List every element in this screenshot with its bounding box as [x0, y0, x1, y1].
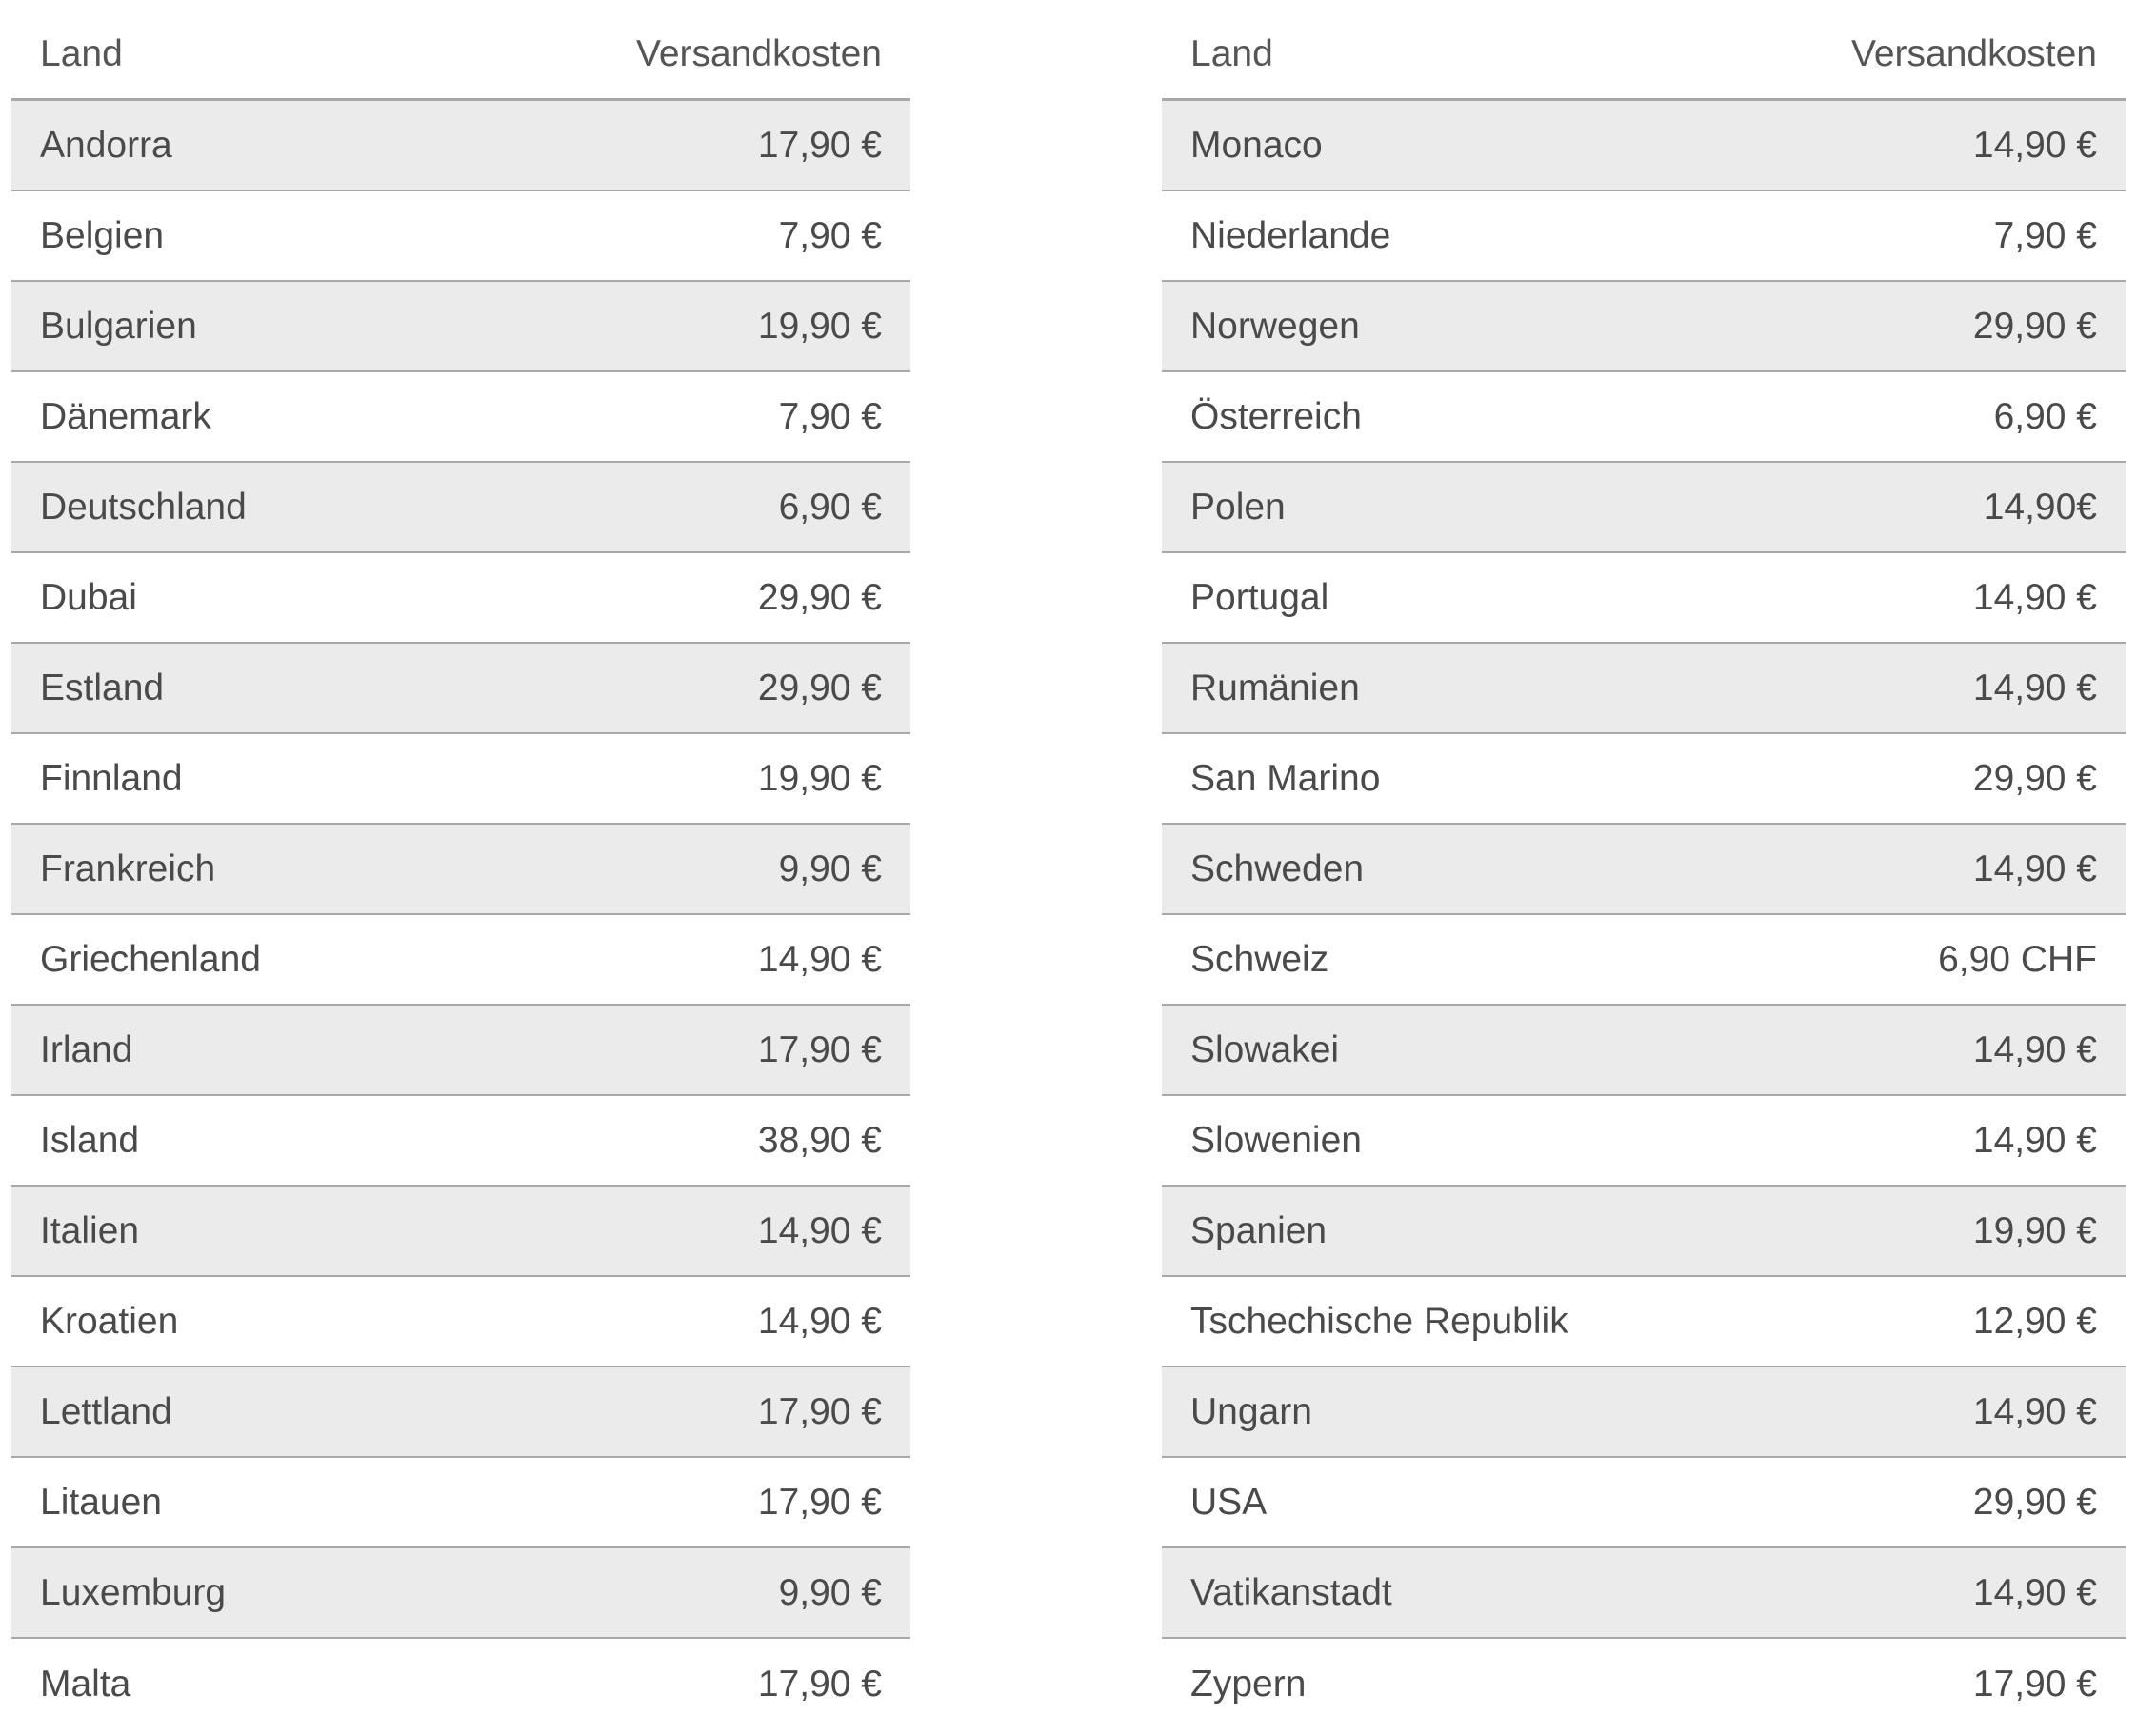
table-row — [1162, 1548, 2126, 1639]
country-cell: Deutschland — [40, 486, 247, 528]
country-cell: Slowakei — [1190, 1028, 1340, 1070]
table-row — [1162, 282, 2126, 372]
country-cell: Bulgarien — [40, 305, 197, 347]
cost-cell: 9,90 € — [778, 1571, 882, 1613]
country-cell: Andorra — [40, 124, 172, 166]
table-row — [11, 1277, 910, 1367]
table-row — [11, 644, 910, 734]
table-body — [11, 101, 910, 1729]
table-row — [1162, 101, 2126, 191]
country-cell: Monaco — [1190, 124, 1323, 166]
country-cell: Estland — [40, 667, 165, 708]
table-row — [11, 1458, 910, 1548]
country-cell: Irland — [40, 1028, 133, 1070]
cost-cell: 14,90 € — [1972, 1390, 2097, 1432]
table-row — [11, 915, 910, 1006]
cost-cell: 14,90 € — [757, 1209, 882, 1251]
table-row — [1162, 734, 2126, 825]
country-cell: Slowenien — [1190, 1119, 1362, 1161]
header-country: Land — [1190, 32, 1273, 74]
table-row — [11, 825, 910, 915]
country-cell: Österreich — [1190, 395, 1362, 437]
table-row — [11, 1187, 910, 1277]
cost-cell: 19,90 € — [1972, 1209, 2097, 1251]
country-cell: San Marino — [1190, 757, 1381, 799]
country-cell: Niederlande — [1190, 214, 1391, 256]
table-row — [11, 463, 910, 553]
country-cell: Finnland — [40, 757, 183, 799]
country-cell: Zypern — [1190, 1663, 1307, 1705]
table-row — [11, 734, 910, 825]
table-row — [11, 191, 910, 282]
table-row — [1162, 463, 2126, 553]
country-cell: Polen — [1190, 486, 1286, 528]
cost-cell: 12,90 € — [1972, 1300, 2097, 1342]
cost-cell: 14,90 € — [1972, 667, 2097, 708]
country-cell: Portugal — [1190, 576, 1329, 618]
cost-cell: 17,90 € — [757, 124, 882, 166]
country-cell: Norwegen — [1190, 305, 1360, 347]
header-country: Land — [40, 32, 123, 74]
cost-cell: 29,90 € — [757, 576, 882, 618]
country-cell: Ungarn — [1190, 1390, 1312, 1432]
cost-cell: 14,90 € — [1972, 848, 2097, 889]
cost-cell: 7,90 € — [778, 395, 882, 437]
cost-cell: 17,90 € — [1972, 1663, 2097, 1705]
country-cell: Luxemburg — [40, 1571, 227, 1613]
cost-cell: 29,90 € — [1972, 757, 2097, 799]
table-row — [1162, 191, 2126, 282]
country-cell: Kroatien — [40, 1300, 179, 1342]
cost-cell: 7,90 € — [778, 214, 882, 256]
country-cell: Dubai — [40, 576, 137, 618]
country-cell: Litauen — [40, 1481, 162, 1523]
table-row — [11, 553, 910, 644]
cost-cell: 6,90 € — [1993, 395, 2097, 437]
cost-cell: 14,90 € — [1972, 1571, 2097, 1613]
table-row — [1162, 1096, 2126, 1187]
cost-cell: 17,90 € — [757, 1028, 882, 1070]
country-cell: Dänemark — [40, 395, 211, 437]
cost-cell: 14,90 € — [1972, 576, 2097, 618]
cost-cell: 14,90 € — [1972, 124, 2097, 166]
table-row — [11, 372, 910, 463]
table-row — [1162, 1006, 2126, 1096]
country-cell: Lettland — [40, 1390, 172, 1432]
country-cell: Italien — [40, 1209, 140, 1251]
cost-cell: 14,90 € — [757, 938, 882, 980]
cost-cell: 14,90 € — [1972, 1028, 2097, 1070]
table-row — [11, 1006, 910, 1096]
shipping-table-right — [1162, 10, 2126, 1729]
cost-cell: 38,90 € — [757, 1119, 882, 1161]
cost-cell: 29,90 € — [1972, 1481, 2097, 1523]
country-cell: Griechenland — [40, 938, 261, 980]
country-cell: Schweiz — [1190, 938, 1329, 980]
cost-cell: 17,90 € — [757, 1390, 882, 1432]
table-row — [1162, 372, 2126, 463]
table-row — [11, 101, 910, 191]
country-cell: Vatikanstadt — [1190, 1571, 1392, 1613]
table-row — [1162, 1639, 2126, 1729]
cost-cell: 19,90 € — [757, 305, 882, 347]
table-header — [1162, 10, 2126, 101]
cost-cell: 17,90 € — [757, 1481, 882, 1523]
cost-cell: 6,90 CHF — [1938, 938, 2097, 980]
table-row — [1162, 1277, 2126, 1367]
header-cost: Versandkosten — [635, 32, 882, 74]
table-body — [1162, 101, 2126, 1729]
table-row — [1162, 825, 2126, 915]
cost-cell: 7,90 € — [1993, 214, 2097, 256]
country-cell: USA — [1190, 1481, 1268, 1523]
header-cost: Versandkosten — [1850, 32, 2097, 74]
cost-cell: 14,90€ — [1983, 486, 2097, 528]
country-cell: Malta — [40, 1663, 131, 1705]
cost-cell: 14,90 € — [757, 1300, 882, 1342]
country-cell: Island — [40, 1119, 140, 1161]
table-row — [11, 282, 910, 372]
table-row — [11, 1096, 910, 1187]
table-row — [11, 1367, 910, 1458]
country-cell: Schweden — [1190, 848, 1365, 889]
table-row — [1162, 553, 2126, 644]
table-row — [1162, 1367, 2126, 1458]
country-cell: Spanien — [1190, 1209, 1328, 1251]
cost-cell: 29,90 € — [757, 667, 882, 708]
table-row — [11, 1548, 910, 1639]
table-row — [1162, 1187, 2126, 1277]
country-cell: Tschechische Republik — [1190, 1300, 1568, 1342]
cost-cell: 19,90 € — [757, 757, 882, 799]
cost-cell: 14,90 € — [1972, 1119, 2097, 1161]
cost-cell: 17,90 € — [757, 1663, 882, 1705]
table-row — [11, 1639, 910, 1729]
table-header — [11, 10, 910, 101]
table-row — [1162, 915, 2126, 1006]
country-cell: Belgien — [40, 214, 165, 256]
cost-cell: 9,90 € — [778, 848, 882, 889]
cost-cell: 6,90 € — [778, 486, 882, 528]
table-row — [1162, 644, 2126, 734]
table-row — [1162, 1458, 2126, 1548]
cost-cell: 29,90 € — [1972, 305, 2097, 347]
country-cell: Frankreich — [40, 848, 216, 889]
country-cell: Rumänien — [1190, 667, 1360, 708]
shipping-table-left — [11, 10, 910, 1729]
